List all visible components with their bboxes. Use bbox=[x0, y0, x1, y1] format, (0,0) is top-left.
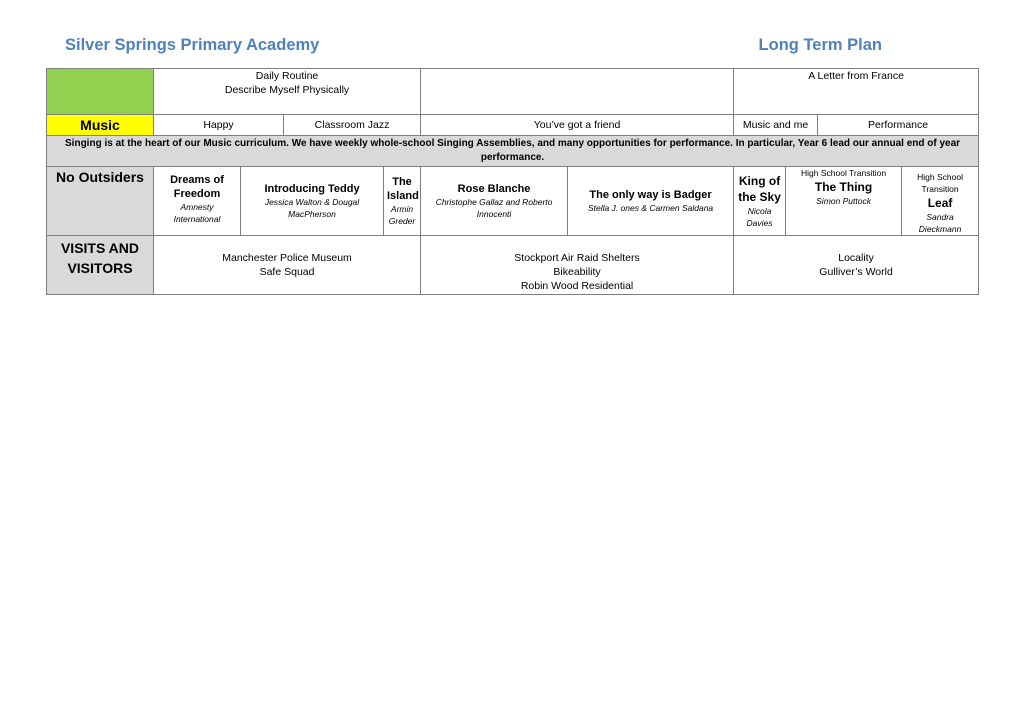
book-author: Stella J. ones & Carmen Saldana bbox=[587, 203, 714, 213]
music-unit-youve-got-a-friend: You’ve got a friend bbox=[421, 115, 734, 136]
visits-block-summer bbox=[734, 236, 979, 295]
book-note: High School Transition bbox=[917, 172, 963, 194]
book-author: Jessica Walton & Dougal MacPherson bbox=[264, 197, 360, 219]
visit-item: Robin Wood Residential bbox=[520, 280, 634, 292]
music-unit-performance: Performance bbox=[818, 115, 979, 136]
visit-item: Locality bbox=[838, 252, 874, 264]
visit-item: Stockport Air Raid Shelters bbox=[514, 252, 640, 264]
music-unit-music-and-me: Music and me bbox=[734, 115, 818, 136]
long-term-plan-table bbox=[46, 68, 979, 295]
visits-label-line2: VISITORS bbox=[67, 260, 133, 276]
visits-label-line1: VISITS AND bbox=[60, 240, 140, 256]
book-rose-blanche bbox=[421, 167, 568, 236]
visits-block-spring bbox=[421, 236, 734, 295]
music-label: Music bbox=[47, 115, 154, 136]
music-row bbox=[47, 115, 979, 136]
topic-cell-autumn bbox=[154, 69, 421, 115]
book-author: Armin Greder bbox=[388, 204, 416, 226]
topic-describe-myself: Describe Myself Physically bbox=[224, 84, 350, 96]
book-author: Sandra Dieckmann bbox=[918, 212, 962, 234]
book-title: Rose Blanche bbox=[457, 183, 531, 195]
book-king-of-the-sky bbox=[734, 167, 786, 236]
visit-item: Gulliver’s World bbox=[819, 266, 893, 278]
book-author: Simon Puttock bbox=[816, 196, 871, 206]
music-unit-classroom-jazz: Classroom Jazz bbox=[284, 115, 421, 136]
visits-block-autumn bbox=[154, 236, 421, 295]
music-banner: Singing is at the heart of our Music curriculum. We have weekly whole-school Singing Assemblies, and many opportunities for performance. In particular, Year 6 lead our annual end of year performance. bbox=[47, 136, 979, 167]
book-title: The Island bbox=[387, 176, 419, 202]
book-title: Dreams of Freedom bbox=[170, 174, 224, 200]
no-outsiders-label: No Outsiders bbox=[47, 167, 154, 236]
book-title: The Thing bbox=[814, 180, 873, 194]
book-title: Leaf bbox=[927, 196, 953, 210]
book-leaf bbox=[902, 167, 979, 236]
book-title: The only way is Badger bbox=[589, 189, 712, 201]
green-label-cell bbox=[47, 69, 154, 115]
visit-item: Safe Squad bbox=[259, 266, 315, 278]
visits-label bbox=[47, 236, 154, 295]
topic-daily-routine: Daily Routine bbox=[255, 70, 319, 82]
book-title: King of the Sky bbox=[738, 174, 781, 204]
music-banner-row bbox=[47, 136, 979, 167]
book-note: High School Transition bbox=[801, 168, 887, 178]
book-the-only-way-is-badger bbox=[568, 167, 734, 236]
visits-row bbox=[47, 236, 979, 295]
visit-item: Bikeability bbox=[553, 266, 601, 278]
book-dreams-of-freedom bbox=[154, 167, 241, 236]
book-the-island bbox=[384, 167, 421, 236]
book-author: Christophe Gallaz and Roberto Innocenti bbox=[435, 197, 553, 219]
book-author: Amnesty International bbox=[173, 202, 221, 224]
school-name: Silver Springs Primary Academy bbox=[65, 36, 320, 54]
topic-row bbox=[47, 69, 979, 115]
music-unit-happy: Happy bbox=[154, 115, 284, 136]
book-the-thing bbox=[786, 167, 902, 236]
plan-title: Long Term Plan bbox=[758, 36, 882, 54]
topic-cell-summer: A Letter from France bbox=[734, 69, 979, 115]
book-introducing-teddy bbox=[241, 167, 384, 236]
no-outsiders-row bbox=[47, 167, 979, 236]
book-author: Nicola Davies bbox=[746, 206, 773, 228]
document-header bbox=[65, 36, 882, 58]
book-title: Introducing Teddy bbox=[264, 183, 360, 195]
visit-item: Manchester Police Museum bbox=[222, 252, 352, 264]
topic-cell-spring bbox=[421, 69, 734, 115]
